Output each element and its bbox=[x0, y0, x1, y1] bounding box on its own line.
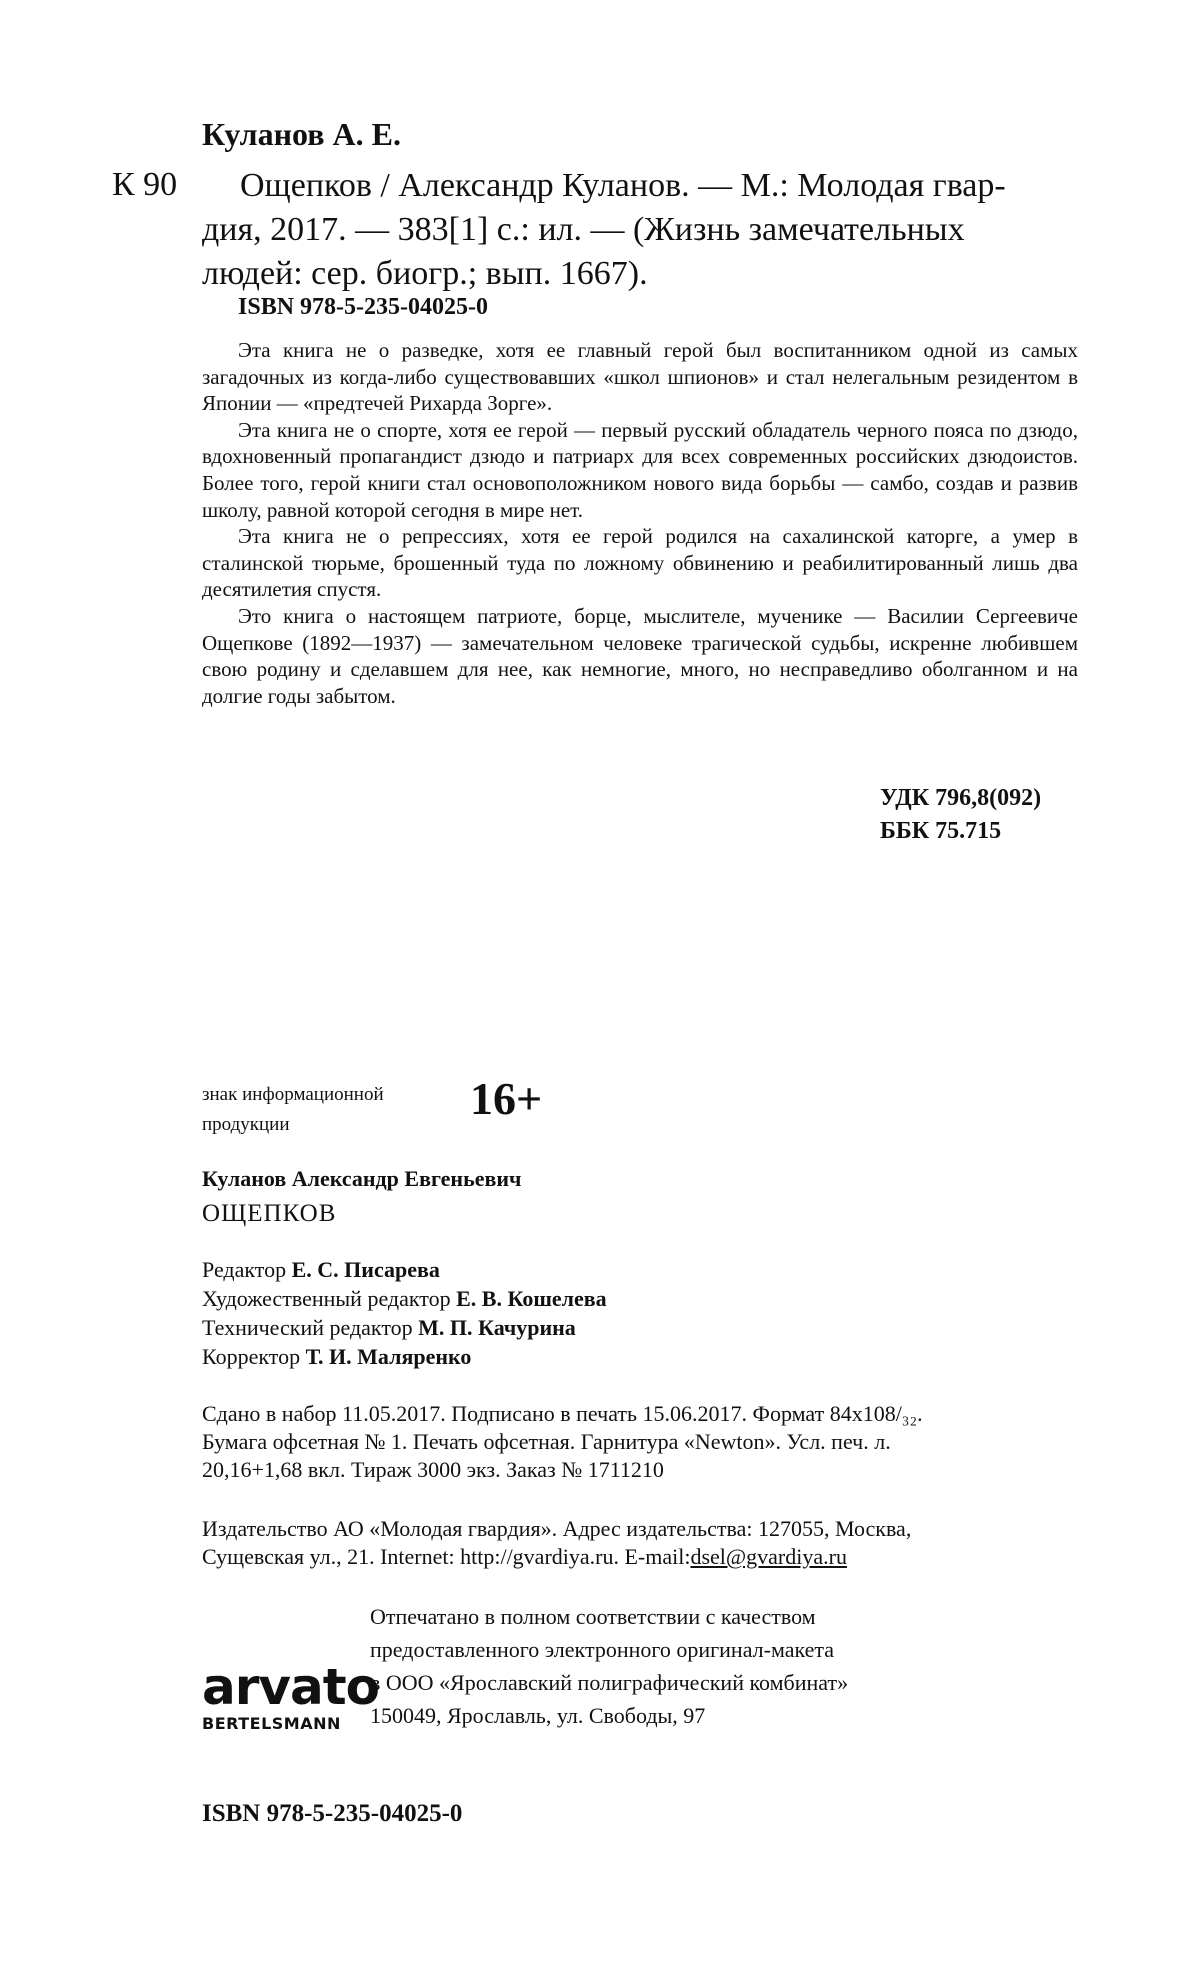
classification-codes bbox=[880, 782, 1041, 848]
isbn-bottom: ISBN 978-5-235-04025-0 bbox=[202, 1800, 462, 1828]
catalog-code: К 90 bbox=[112, 166, 177, 204]
bibliographic-description bbox=[202, 164, 1074, 296]
publisher-line bbox=[202, 1543, 1078, 1571]
staff-row bbox=[202, 1313, 607, 1342]
print-details-line: 20,16+1,68 вкл. Тираж 3000 экз. Заказ № 1711210 bbox=[202, 1456, 1078, 1484]
staff-role: Художественный редактор bbox=[202, 1286, 451, 1311]
staff-row bbox=[202, 1342, 607, 1371]
staff-row bbox=[202, 1255, 607, 1284]
annotation bbox=[202, 337, 1078, 709]
annotation-paragraph: Эта книга не о разведке, хотя ее главный герой был воспитанником одной из самых загадочных из когда-либо существовавших «школ шпионов» и стал нелегальным резидентом в Японии — «предтечей Рихарда Зорге». bbox=[202, 337, 1078, 417]
isbn-top: ISBN 978-5-235-04025-0 bbox=[238, 294, 488, 321]
biblio-line: людей: сер. биогр.; вып. 1667). bbox=[202, 252, 1074, 296]
staff-list bbox=[202, 1255, 607, 1371]
publisher-line: Издательство АО «Молодая гвардия». Адрес издательства: 127055, Москва, bbox=[202, 1515, 1078, 1543]
publisher-info bbox=[202, 1515, 1078, 1571]
printer-line: предоставленного электронного оригинал-макета bbox=[370, 1633, 848, 1666]
staff-role: Редактор bbox=[202, 1257, 286, 1282]
age-rating: 16+ bbox=[470, 1072, 542, 1125]
author-full-name: Куланов Александр Евгеньевич bbox=[202, 1166, 521, 1192]
printer-info bbox=[370, 1600, 848, 1732]
printer-line: 150049, Ярославль, ул. Свободы, 97 bbox=[370, 1699, 848, 1732]
print-details-line: Бумага офсетная № 1. Печать офсетная. Гарнитура «Newton». Усл. печ. л. bbox=[202, 1428, 1078, 1456]
udk-code: УДК 796,8(092) bbox=[880, 782, 1041, 815]
age-mark-label bbox=[202, 1080, 384, 1140]
staff-row bbox=[202, 1284, 607, 1313]
staff-role: Корректор bbox=[202, 1344, 300, 1369]
biblio-line: Ощепков / Александр Куланов. — М.: Молодая гвар- bbox=[202, 164, 1074, 208]
annotation-paragraph: Эта книга не о репрессиях, хотя ее герой родился на сахалинской каторге, а умер в сталинской тюрьме, брошенный туда по ложному обвинению и реабилитированный лишь два десятилетия спустя. bbox=[202, 523, 1078, 603]
annotation-paragraph: Это книга о настоящем патриоте, борце, мыслителе, мученике — Василии Сергеевиче Ощепкове (1892—1937) — замечательном человеке трагической судьбы, искренне любившем свою родину и сделавшем для нее, как немногие, много, но несправедливо оболганном и на долгие годы забытом. bbox=[202, 603, 1078, 709]
staff-name: Е. С. Писарева bbox=[292, 1257, 440, 1282]
staff-role: Технический редактор bbox=[202, 1315, 413, 1340]
book-title: ОЩЕПКОВ bbox=[202, 1200, 336, 1228]
imprint-page bbox=[0, 0, 1200, 1975]
staff-name: Е. В. Кошелева bbox=[456, 1286, 607, 1311]
publisher-email: dsel@gvardiya.ru bbox=[690, 1544, 847, 1569]
author-heading: Куланов А. Е. bbox=[202, 116, 401, 153]
staff-name: Т. И. Маляренко bbox=[306, 1344, 472, 1369]
age-mark-label-line: знак информационной bbox=[202, 1080, 384, 1110]
arvato-logo-word: arvato bbox=[202, 1660, 372, 1714]
print-details-line: Сдано в набор 11.05.2017. Подписано в печать 15.06.2017. Формат 84x108/₃₂. bbox=[202, 1400, 1078, 1428]
printer-line: в ООО «Ярославский полиграфический комбинат» bbox=[370, 1666, 848, 1699]
annotation-paragraph: Эта книга не о спорте, хотя ее герой — первый русский обладатель черного пояса по дзюдо, вдохновенный пропагандист дзюдо и патриарх для всех современных российских дзюдоистов. Более того, герой книги стал основоположником нового вида борьбы — самбо, создав и развив школу, равной которой сегодня в мире нет. bbox=[202, 417, 1078, 523]
publisher-address: Сущевская ул., 21. Internet: http://gvardiya.ru. E-mail: bbox=[202, 1544, 690, 1569]
arvato-logo bbox=[202, 1660, 372, 1734]
printer-line: Отпечатано в полном соответствии с качеством bbox=[370, 1600, 848, 1633]
print-details bbox=[202, 1400, 1078, 1484]
age-mark-label-line: продукции bbox=[202, 1110, 384, 1140]
biblio-line: дия, 2017. — 383[1] с.: ил. — (Жизнь замечательных bbox=[202, 208, 1074, 252]
staff-name: М. П. Качурина bbox=[418, 1315, 576, 1340]
bbk-code: ББК 75.715 bbox=[880, 815, 1041, 848]
arvato-logo-subtitle: BERTELSMANN bbox=[202, 1714, 372, 1734]
